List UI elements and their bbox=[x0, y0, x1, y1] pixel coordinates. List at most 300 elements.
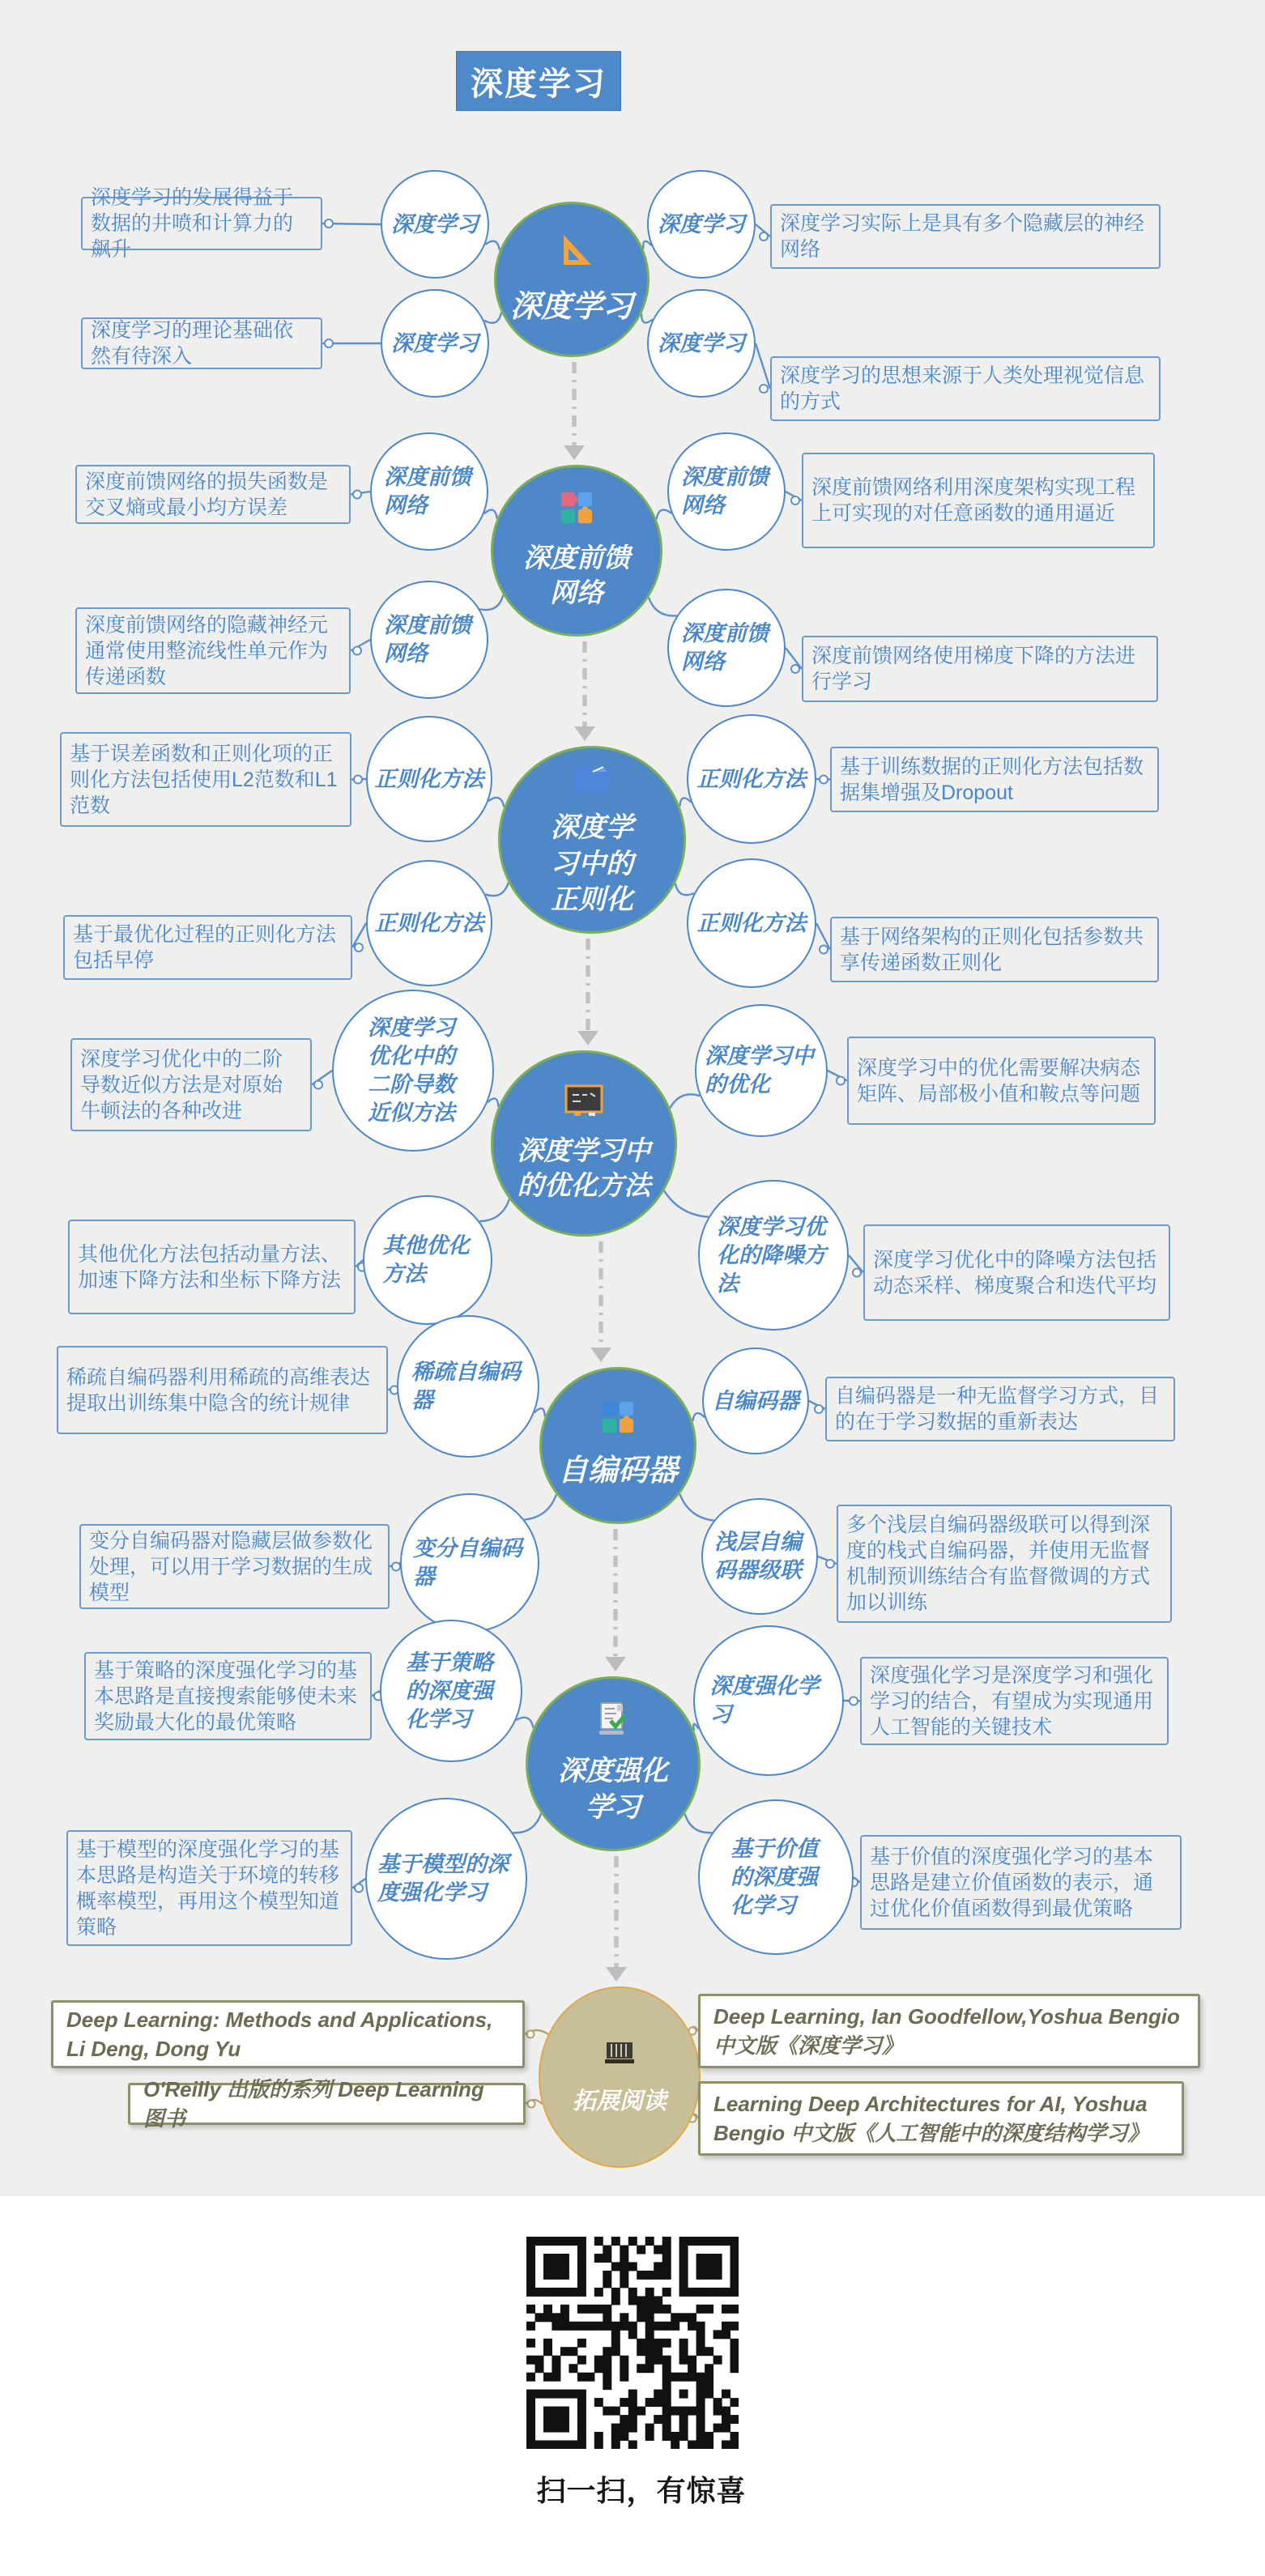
qr-module bbox=[552, 2254, 560, 2263]
reading-box[interactable] bbox=[51, 2000, 525, 2068]
qr-module bbox=[569, 2322, 577, 2331]
qr-module bbox=[543, 2407, 552, 2416]
qr-module bbox=[696, 2322, 705, 2331]
topic-box[interactable] bbox=[57, 1346, 388, 1434]
qr-module bbox=[526, 2373, 535, 2382]
arrowhead bbox=[574, 726, 595, 741]
topic-box-text: 多个浅层自编码器级联可以得到深度的栈式自编码器，并使用无监督机制预训练结合有监督微调的方式加以训练 bbox=[846, 1514, 1151, 1614]
qr-module bbox=[611, 2296, 620, 2305]
subtopic-circle[interactable] bbox=[693, 1625, 844, 1776]
qr-module bbox=[645, 2347, 654, 2356]
qr-module bbox=[543, 2373, 552, 2382]
subtopic-circle[interactable] bbox=[667, 432, 786, 551]
qr-module bbox=[603, 2381, 611, 2390]
qr-module bbox=[722, 2424, 730, 2433]
topic-box-text: 深度学习中的优化需要解决病态矩阵、局部极小值和鞍点等问题 bbox=[857, 1056, 1141, 1105]
qr-module bbox=[577, 2432, 586, 2441]
qr-module bbox=[594, 2305, 603, 2314]
qr-module bbox=[628, 2441, 637, 2450]
qr-module bbox=[696, 2254, 705, 2263]
connector bbox=[791, 496, 799, 505]
qr-module bbox=[594, 2364, 603, 2373]
subtopic-circle[interactable] bbox=[366, 860, 492, 986]
qr-module bbox=[696, 2390, 705, 2399]
subtopic-circle[interactable] bbox=[701, 1498, 818, 1615]
qr-module bbox=[679, 2339, 688, 2348]
qr-module bbox=[730, 2356, 739, 2365]
qr-module bbox=[526, 2271, 535, 2280]
qr-module bbox=[620, 2246, 628, 2255]
qr-module bbox=[645, 2364, 654, 2373]
qr-module bbox=[543, 2415, 552, 2424]
qr-module bbox=[654, 2305, 662, 2314]
qr-module bbox=[645, 2305, 654, 2314]
qr-module bbox=[526, 2262, 535, 2271]
qr-module bbox=[560, 2271, 569, 2280]
qr-module bbox=[637, 2296, 645, 2305]
qr-module bbox=[603, 2246, 611, 2255]
qr-module bbox=[696, 2271, 705, 2280]
topic-box[interactable] bbox=[770, 204, 1161, 269]
topic-box[interactable] bbox=[84, 1652, 372, 1740]
qr-module bbox=[526, 2322, 535, 2331]
qr-module bbox=[543, 2339, 552, 2348]
qr-module bbox=[603, 2373, 611, 2382]
subtopic-circle[interactable] bbox=[695, 1004, 828, 1137]
qr-module bbox=[620, 2271, 628, 2280]
subtopic-label: 深度学习 bbox=[658, 211, 745, 236]
qr-module bbox=[577, 2356, 586, 2365]
qr-module bbox=[628, 2415, 637, 2424]
subtopic-circle[interactable] bbox=[698, 1799, 854, 1955]
connector bbox=[325, 219, 333, 228]
qr-module bbox=[535, 2390, 544, 2399]
topic-box[interactable] bbox=[830, 747, 1159, 812]
subtopic-circle[interactable] bbox=[366, 716, 492, 842]
qr-module bbox=[662, 2415, 671, 2424]
qr-module bbox=[526, 2356, 535, 2365]
qr-module bbox=[662, 2424, 671, 2433]
qr-module bbox=[654, 2390, 662, 2399]
connector bbox=[513, 1813, 541, 1833]
qr-module bbox=[713, 2288, 722, 2297]
qr-module bbox=[713, 2254, 722, 2263]
qr-module bbox=[577, 2398, 586, 2407]
central-node-extended-reading[interactable] bbox=[539, 1986, 701, 2168]
subtopic-label: 深度学习 bbox=[391, 330, 479, 356]
connector bbox=[815, 1405, 823, 1413]
qr-module bbox=[543, 2254, 552, 2263]
qr-module bbox=[577, 2305, 586, 2314]
qr-module bbox=[637, 2246, 645, 2255]
qr-module bbox=[662, 2432, 671, 2441]
books-icon bbox=[602, 2039, 637, 2075]
qr-module bbox=[552, 2441, 560, 2450]
qr-module bbox=[713, 2424, 722, 2433]
topic-box[interactable] bbox=[81, 186, 322, 261]
topic-box[interactable] bbox=[770, 356, 1161, 421]
qr-module bbox=[662, 2398, 671, 2407]
qr-module bbox=[594, 2356, 603, 2365]
qr-module bbox=[577, 2322, 586, 2331]
qr-module bbox=[654, 2415, 662, 2424]
qr-module bbox=[526, 2288, 535, 2297]
topic-box[interactable] bbox=[847, 1037, 1156, 1125]
qr-module bbox=[730, 2262, 739, 2271]
checklist-icon bbox=[593, 1701, 633, 1747]
topic-box[interactable] bbox=[60, 732, 351, 827]
qr-module bbox=[713, 2407, 722, 2416]
qr-module bbox=[679, 2432, 688, 2441]
topic-box[interactable] bbox=[79, 1524, 390, 1609]
qr-module bbox=[696, 2288, 705, 2297]
qr-module bbox=[654, 2271, 662, 2280]
topic-box[interactable] bbox=[837, 1505, 1172, 1623]
qr-module bbox=[577, 2424, 586, 2433]
subtopic-label: 正则化方法 bbox=[374, 910, 484, 935]
subtopic-circle[interactable] bbox=[647, 170, 756, 279]
qr-module bbox=[671, 2441, 679, 2450]
qr-module bbox=[637, 2271, 645, 2280]
connector bbox=[325, 339, 333, 347]
topic-box[interactable] bbox=[802, 636, 1158, 702]
qr-module bbox=[705, 2237, 713, 2246]
qr-module bbox=[705, 2364, 713, 2373]
qr-module bbox=[688, 2364, 696, 2373]
qr-module bbox=[645, 2296, 654, 2305]
qr-module bbox=[526, 2432, 535, 2441]
central-node-label: 拓展阅读 bbox=[572, 2088, 667, 2114]
connector bbox=[528, 2101, 535, 2108]
qr-module bbox=[713, 2330, 722, 2339]
qr-module bbox=[628, 2322, 637, 2331]
connector bbox=[850, 1697, 858, 1705]
connector bbox=[670, 1094, 700, 1108]
qr-module bbox=[730, 2254, 739, 2263]
qr-module bbox=[603, 2254, 611, 2263]
qr-module bbox=[543, 2424, 552, 2433]
qr-module bbox=[679, 2407, 688, 2416]
qr-module bbox=[620, 2313, 628, 2322]
topic-box-text: 深度学习优化中的降噪方法包括动态采样、梯度聚合和迭代平均 bbox=[873, 1248, 1157, 1297]
qr-module bbox=[662, 2390, 671, 2399]
qr-module bbox=[637, 2347, 645, 2356]
qr-module bbox=[526, 2415, 535, 2424]
subtopic-circle[interactable] bbox=[698, 1180, 849, 1331]
qr-module bbox=[722, 2390, 730, 2399]
qr-module bbox=[611, 2322, 620, 2331]
qr-module bbox=[620, 2356, 628, 2365]
subtopic-circle[interactable] bbox=[397, 1315, 539, 1458]
connector bbox=[524, 1494, 556, 1519]
central-node-label: 深度学习中的正则化 bbox=[551, 811, 633, 916]
qr-module bbox=[730, 2364, 739, 2373]
topic-box[interactable] bbox=[863, 1224, 1170, 1321]
qr-module bbox=[671, 2322, 679, 2331]
qr-module bbox=[671, 2407, 679, 2416]
qr-module bbox=[594, 2322, 603, 2331]
subtopic-circle[interactable] bbox=[687, 858, 816, 988]
qr-module bbox=[526, 2390, 535, 2399]
qr-module bbox=[543, 2390, 552, 2399]
qr-module bbox=[730, 2347, 739, 2356]
qr-module bbox=[543, 2441, 552, 2450]
topic-box[interactable] bbox=[75, 465, 351, 524]
qr-module bbox=[577, 2246, 586, 2255]
subtopic-label: 深度强化学习 bbox=[709, 1674, 820, 1727]
root-topic-badge[interactable] bbox=[456, 51, 621, 111]
qr-module bbox=[552, 2415, 560, 2424]
connector bbox=[488, 1098, 498, 1106]
topic-box[interactable] bbox=[81, 317, 322, 369]
qr-module bbox=[577, 2390, 586, 2399]
topic-box-text: 深度前馈网络利用深度架构实现工程上可实现的对任意函数的通用逼近 bbox=[811, 476, 1136, 525]
central-node-label: 深度学习中的优化方法 bbox=[517, 1135, 651, 1201]
qr-module bbox=[560, 2322, 569, 2331]
qr-code bbox=[526, 2237, 739, 2449]
connector bbox=[692, 1413, 705, 1421]
central-node-optimization[interactable] bbox=[491, 1050, 677, 1237]
subtopic-circle[interactable] bbox=[687, 714, 816, 844]
qr-module bbox=[645, 2237, 654, 2246]
qr-module bbox=[730, 2432, 739, 2441]
arrowhead bbox=[590, 1348, 611, 1362]
qr-module bbox=[679, 2415, 688, 2424]
connector bbox=[791, 665, 799, 673]
qr-module bbox=[577, 2271, 586, 2280]
qr-module bbox=[535, 2288, 544, 2297]
qr-module bbox=[620, 2262, 628, 2271]
subtopic-circle[interactable] bbox=[365, 1798, 527, 1960]
qr-module bbox=[645, 2339, 654, 2348]
qr-module bbox=[560, 2415, 569, 2424]
arrowhead bbox=[577, 1031, 598, 1045]
qr-module bbox=[688, 2237, 696, 2246]
qr-module bbox=[577, 2441, 586, 2450]
qr-module bbox=[645, 2288, 654, 2297]
subtopic-circle[interactable] bbox=[647, 289, 756, 398]
topic-box-text: 基于误差函数和正则化项的正则化方法包括使用L2范数和L1范数 bbox=[70, 742, 338, 817]
qr-module bbox=[611, 2339, 620, 2348]
qr-module bbox=[560, 2390, 569, 2399]
qr-module bbox=[552, 2364, 560, 2373]
qr-module bbox=[705, 2254, 713, 2263]
connector bbox=[756, 343, 770, 389]
topic-box-text: 深度强化学习是深度学习和强化学习的结合，有望成为实现通用人工智能的关键技术 bbox=[870, 1663, 1154, 1739]
qr-module bbox=[535, 2364, 544, 2373]
qr-module bbox=[679, 2246, 688, 2255]
qr-module bbox=[628, 2237, 637, 2246]
subtopic-circle[interactable] bbox=[667, 589, 786, 707]
topic-box[interactable] bbox=[860, 1835, 1182, 1930]
subtopic-circle[interactable] bbox=[381, 289, 489, 398]
qr-module bbox=[526, 2305, 535, 2314]
subtopic-circle[interactable] bbox=[702, 1348, 809, 1454]
qr-module bbox=[662, 2373, 671, 2382]
subtopic-label: 深度学习 bbox=[658, 330, 745, 356]
qr-module bbox=[526, 2254, 535, 2263]
subtopic-label: 正则化方法 bbox=[696, 910, 807, 935]
qr-module bbox=[696, 2407, 705, 2416]
qr-module bbox=[611, 2330, 620, 2339]
qr-module bbox=[620, 2373, 628, 2382]
qr-module bbox=[526, 2246, 535, 2255]
connector bbox=[675, 884, 694, 895]
subtopic-circle[interactable] bbox=[370, 581, 488, 699]
qr-module bbox=[679, 2279, 688, 2288]
topic-box-text: 深度前馈网络的隐藏神经元通常使用整流线性单元作为传递函数 bbox=[85, 613, 329, 688]
qr-module bbox=[637, 2364, 645, 2373]
connector bbox=[392, 1563, 400, 1571]
subtopic-circle[interactable] bbox=[370, 432, 488, 551]
qr-module bbox=[569, 2390, 577, 2399]
qr-module bbox=[679, 2373, 688, 2382]
qr-module bbox=[696, 2237, 705, 2246]
subtopic-circle[interactable] bbox=[400, 1493, 539, 1633]
qr-module bbox=[705, 2432, 713, 2441]
qr-module bbox=[611, 2347, 620, 2356]
qr-module bbox=[654, 2246, 662, 2255]
subtopic-circle[interactable] bbox=[380, 1620, 522, 1762]
topic-box[interactable] bbox=[63, 915, 352, 980]
qr-module bbox=[611, 2237, 620, 2246]
topic-box[interactable] bbox=[830, 917, 1159, 982]
central-node-deep-learning[interactable] bbox=[494, 202, 650, 357]
qr-module bbox=[552, 2271, 560, 2280]
connector bbox=[485, 883, 508, 896]
qr-module bbox=[543, 2313, 552, 2322]
qr-module bbox=[722, 2415, 730, 2424]
qr-module bbox=[543, 2237, 552, 2246]
qr-module bbox=[671, 2432, 679, 2441]
qr-module bbox=[569, 2364, 577, 2373]
qr-module bbox=[679, 2271, 688, 2280]
qr-module bbox=[637, 2407, 645, 2416]
qr-module bbox=[535, 2441, 544, 2450]
qr-module bbox=[594, 2254, 603, 2263]
qr-module bbox=[569, 2441, 577, 2450]
reading-box-text: Deep Learning: Methods and Applications, Li Deng, Dong Yu bbox=[66, 2008, 493, 2061]
qr-module bbox=[688, 2441, 696, 2450]
topic-box-text: 自编码器是一种无监督学习方式，目的在于学习数据的重新表达 bbox=[835, 1385, 1160, 1433]
arrowhead bbox=[606, 1967, 627, 1982]
topic-box[interactable] bbox=[68, 1220, 356, 1314]
qr-module bbox=[552, 2424, 560, 2433]
connector bbox=[353, 491, 361, 499]
qr-module bbox=[671, 2313, 679, 2322]
qr-module bbox=[577, 2254, 586, 2263]
connector bbox=[837, 1077, 845, 1085]
qr-module bbox=[620, 2424, 628, 2433]
qr-module bbox=[577, 2237, 586, 2246]
central-node-regularization[interactable] bbox=[498, 746, 686, 934]
qr-module bbox=[620, 2432, 628, 2441]
qr-module bbox=[586, 2322, 594, 2331]
qr-module bbox=[577, 2407, 586, 2416]
reading-box[interactable] bbox=[698, 1994, 1200, 2068]
qr-module bbox=[730, 2441, 739, 2450]
qr-module bbox=[662, 2356, 671, 2365]
topic-box[interactable] bbox=[860, 1657, 1169, 1745]
topic-box[interactable] bbox=[66, 1830, 352, 1946]
qr-module bbox=[620, 2322, 628, 2331]
qr-module bbox=[662, 2246, 671, 2255]
qr-module bbox=[654, 2347, 662, 2356]
connector bbox=[516, 1718, 533, 1728]
connector bbox=[679, 1494, 713, 1521]
topic-box[interactable] bbox=[75, 607, 351, 694]
connector bbox=[820, 776, 828, 784]
subtopic-circle[interactable] bbox=[363, 1195, 492, 1325]
topic-box-text: 其他优化方法包括动量方法、加速下降方法和坐标下降方法 bbox=[78, 1242, 342, 1292]
puzzle-icon bbox=[599, 1400, 637, 1445]
connector bbox=[760, 385, 768, 393]
subtopic-label: 深度学习优化的降噪方法 bbox=[717, 1214, 826, 1296]
subtopic-circle[interactable] bbox=[381, 170, 489, 279]
central-node-deep-rl[interactable] bbox=[526, 1676, 701, 1851]
reading-box[interactable] bbox=[128, 2077, 526, 2131]
reading-box-text: O'Reilly 出版的系列 Deep Learning 图书 bbox=[143, 2077, 484, 2131]
qr-module bbox=[611, 2441, 620, 2450]
subtopic-label: 深度学习优化中的二阶导数近似方法 bbox=[368, 1015, 455, 1125]
arrowhead bbox=[564, 445, 585, 460]
qr-module bbox=[620, 2415, 628, 2424]
reading-box[interactable] bbox=[698, 2081, 1184, 2156]
connector bbox=[484, 313, 501, 323]
qr-module bbox=[560, 2347, 569, 2356]
central-node-label: 深度前馈网络 bbox=[523, 542, 630, 608]
qr-module bbox=[671, 2373, 679, 2382]
qr-module bbox=[620, 2279, 628, 2288]
subtopic-label: 深度学习 bbox=[391, 211, 479, 236]
qr-module bbox=[722, 2305, 730, 2314]
qr-module bbox=[645, 2322, 654, 2331]
connector bbox=[760, 232, 768, 241]
subtopic-label: 浅层自编码器级联 bbox=[714, 1530, 802, 1582]
subtopic-label: 基于模型的深度强化学习 bbox=[377, 1852, 509, 1905]
qr-module bbox=[552, 2313, 560, 2322]
subtopic-circle[interactable] bbox=[332, 990, 494, 1152]
central-node-feedforward-network[interactable] bbox=[491, 465, 662, 637]
connector bbox=[314, 1081, 322, 1089]
qr-module bbox=[662, 2339, 671, 2348]
qr-module bbox=[603, 2279, 611, 2288]
qr-module bbox=[679, 2237, 688, 2246]
qr-module bbox=[645, 2271, 654, 2280]
topic-box[interactable] bbox=[825, 1377, 1175, 1441]
connector bbox=[853, 1269, 861, 1277]
qr-module bbox=[722, 2407, 730, 2416]
qr-module bbox=[662, 2288, 671, 2297]
qr-module bbox=[730, 2279, 739, 2288]
qr-module bbox=[552, 2237, 560, 2246]
qr-module bbox=[730, 2288, 739, 2297]
topic-box[interactable] bbox=[802, 453, 1155, 548]
central-node-autoencoder[interactable] bbox=[539, 1367, 696, 1524]
qr-module bbox=[688, 2322, 696, 2331]
qr-module bbox=[696, 2339, 705, 2348]
qr-module bbox=[696, 2415, 705, 2424]
qr-module bbox=[637, 2313, 645, 2322]
set-square-icon bbox=[551, 232, 593, 279]
qr-module bbox=[662, 2322, 671, 2331]
qr-module bbox=[603, 2271, 611, 2280]
connector bbox=[527, 2031, 535, 2038]
connector bbox=[485, 241, 500, 250]
topic-box-text: 基于模型的深度强化学习的基本思路是构造关于环境的转移概率模型，再用这个模型知道策略 bbox=[76, 1837, 340, 1939]
qr-module bbox=[577, 2262, 586, 2271]
topic-box[interactable] bbox=[70, 1038, 312, 1131]
